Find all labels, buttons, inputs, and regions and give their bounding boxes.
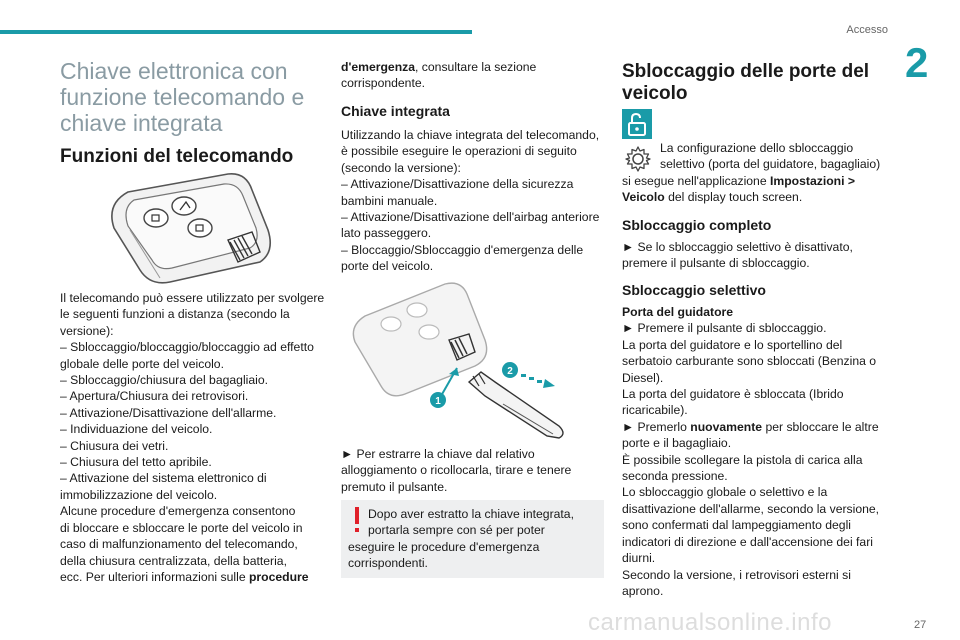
text-line: porte del veicolo. [341, 259, 434, 274]
text-line: seconda pressione. [622, 469, 728, 484]
text-line: è possibile eseguire le operazioni di seguito [341, 144, 577, 159]
text-span: , consultare la sezione [415, 60, 537, 74]
text-line: selettivo (porta del guidatore, bagagliaio) [660, 157, 881, 172]
text-line: alloggiamento o ricollocarla, tirare e tenere [341, 463, 572, 478]
text-line: – Bloccaggio/Sbloccaggio d'emergenza delle [341, 242, 584, 257]
heading-chiave-integrata: Chiave integrata [341, 103, 450, 119]
text-line: – Sbloccaggio/chiusura del bagagliaio. [60, 373, 269, 388]
section-title: Accesso [846, 24, 888, 36]
page-number: 27 [914, 619, 927, 631]
text-span: per sbloccare le altre [762, 419, 879, 434]
text-line: – Attivazione/Disattivazione dell'allarme. [60, 405, 277, 420]
heading-sbloccaggio-completo: Sbloccaggio completo [622, 217, 772, 233]
text-line: premuto il pulsante. [341, 479, 448, 494]
heading-funzioni: Funzioni del telecomando [60, 146, 294, 167]
text-line: globale delle porte del veicolo. [60, 356, 224, 371]
text-line: Il telecomando può essere utilizzato per svolgere [60, 291, 325, 305]
header-accent-bar [0, 30, 472, 34]
text-line: Dopo aver estratto la chiave integrata, [368, 507, 574, 521]
text-line: – Sbloccaggio/bloccaggio/bloccaggio ad effetto [60, 340, 314, 355]
text-line: – Apertura/Chiusura dei retrovisori. [60, 389, 249, 404]
text-line: La configurazione dello sbloccaggio [660, 141, 854, 155]
text-line: lato passeggero. [341, 226, 432, 241]
text-line [622, 419, 886, 435]
text-line: ► Premere il pulsante di sbloccaggio. [622, 321, 827, 336]
text-line: – Chiusura del tetto apribile. [60, 455, 212, 470]
heading-line: Sbloccaggio delle porte del [622, 61, 870, 82]
text-line: diurni. [622, 551, 656, 566]
text-line: ricaricabile). [622, 403, 688, 418]
col1-body [60, 290, 325, 585]
selettivo-text [622, 304, 886, 599]
heading-sbloccaggio-selettivo: Sbloccaggio selettivo [622, 282, 766, 298]
text-line [622, 173, 884, 189]
procedure-link-text: procedure [248, 569, 309, 584]
text-line: – Attivazione/Disattivazione della sicurezza [341, 177, 574, 192]
text-line: Utilizzando la chiave integrata del telecomando, [341, 128, 600, 142]
text-line: Lo sbloccaggio globale o selettivo e la [622, 485, 828, 500]
text-span: si esegue nell'applicazione [622, 173, 770, 188]
text-line: La porta del guidatore è sbloccata (Ibrido [622, 387, 844, 402]
completo-text [622, 239, 884, 272]
text-line: La porta del guidatore e lo sportellino del [622, 337, 843, 352]
watermark: carmanualsonline.info [588, 609, 832, 636]
text-line: immobilizzazione del veicolo. [60, 487, 218, 502]
key-fob-illustration [100, 170, 280, 285]
text-line: disattivazione dell'allarme, secondo la versione, [622, 501, 880, 516]
text-line [622, 189, 884, 205]
heading-sbloccaggio [622, 61, 869, 105]
col2-body [341, 127, 607, 275]
text-line: di bloccare e sbloccare le porte del veicolo in [60, 520, 303, 535]
bold-text: Impostazioni > [770, 173, 855, 188]
bold-text: nuovamente [690, 419, 763, 434]
chapter-number: 2 [905, 39, 929, 86]
key-extraction-illustration [345, 276, 595, 441]
config-text [622, 140, 884, 206]
text-line: Alcune procedure d'emergenza consentono [60, 504, 296, 519]
text-line: corrispondente. [341, 76, 426, 91]
text-line: bambini manuale. [341, 193, 438, 208]
text-line: versione): [60, 323, 114, 338]
text-line: – Attivazione del sistema elettronico di [60, 471, 267, 486]
page-title: Chiave elettronica con funzione telecomando e chiave integrata [60, 58, 305, 136]
heading-line: veicolo [622, 83, 688, 104]
text-line: aprono. [622, 583, 664, 598]
text-span: ecc. Per ulteriori informazioni sulle [60, 569, 249, 584]
text-line: premere il pulsante di sbloccaggio. [622, 256, 810, 271]
text-line: eseguire le procedure d'emergenza [348, 539, 540, 554]
text-line: portarla sempre con sé per poter [368, 523, 545, 538]
callout-1: 1 [435, 396, 441, 407]
warning-text [348, 506, 598, 572]
col2-extract-text [341, 446, 607, 495]
text-line [341, 59, 607, 75]
text-line: porte e il bagagliaio. [622, 436, 732, 451]
unlock-icon [622, 109, 652, 139]
text-line: – Individuazione del veicolo. [60, 422, 213, 437]
col2-continuation [341, 59, 607, 92]
text-line: sono confermati dal lampeggiamento degli [622, 518, 851, 533]
text-line: della chiusura centralizzata, della batteria, [60, 553, 287, 568]
text-line: È possibile scollegare la pistola di carica alla [622, 452, 863, 467]
text-line: caso di malfunzionamento del telecomando, [60, 537, 298, 552]
text-line: – Attivazione/Disattivazione dell'airbag anteriore [341, 210, 600, 225]
text-line: Secondo la versione, i retrovisori esterni si [622, 567, 851, 582]
bold-text: d'emergenza [341, 60, 416, 74]
text-line: serbatoio carburante sono sbloccati (Benzina o [622, 354, 877, 369]
text-line: (secondo la versione): [341, 160, 461, 175]
text-line: corrispondenti. [348, 556, 428, 571]
text-line: – Chiusura dei vetri. [60, 438, 169, 453]
text-line: indicatori di direzione e dall'accensione dei fari [622, 534, 873, 549]
text-span: del display touch screen. [664, 190, 803, 205]
text-line: ► Per estrarre la chiave dal relativo [341, 447, 535, 461]
text-line: ► Se lo sbloccaggio selettivo è disattivato, [622, 240, 853, 254]
text-span: ► Premerlo [622, 419, 691, 434]
text-line [60, 569, 325, 585]
text-line: le seguenti funzioni a distanza (secondo la [60, 307, 290, 322]
text-line: Diesel). [622, 370, 664, 385]
callout-2: 2 [507, 366, 513, 377]
porta-label: Porta del guidatore [622, 305, 734, 319]
bold-text: Veicolo [622, 190, 665, 205]
